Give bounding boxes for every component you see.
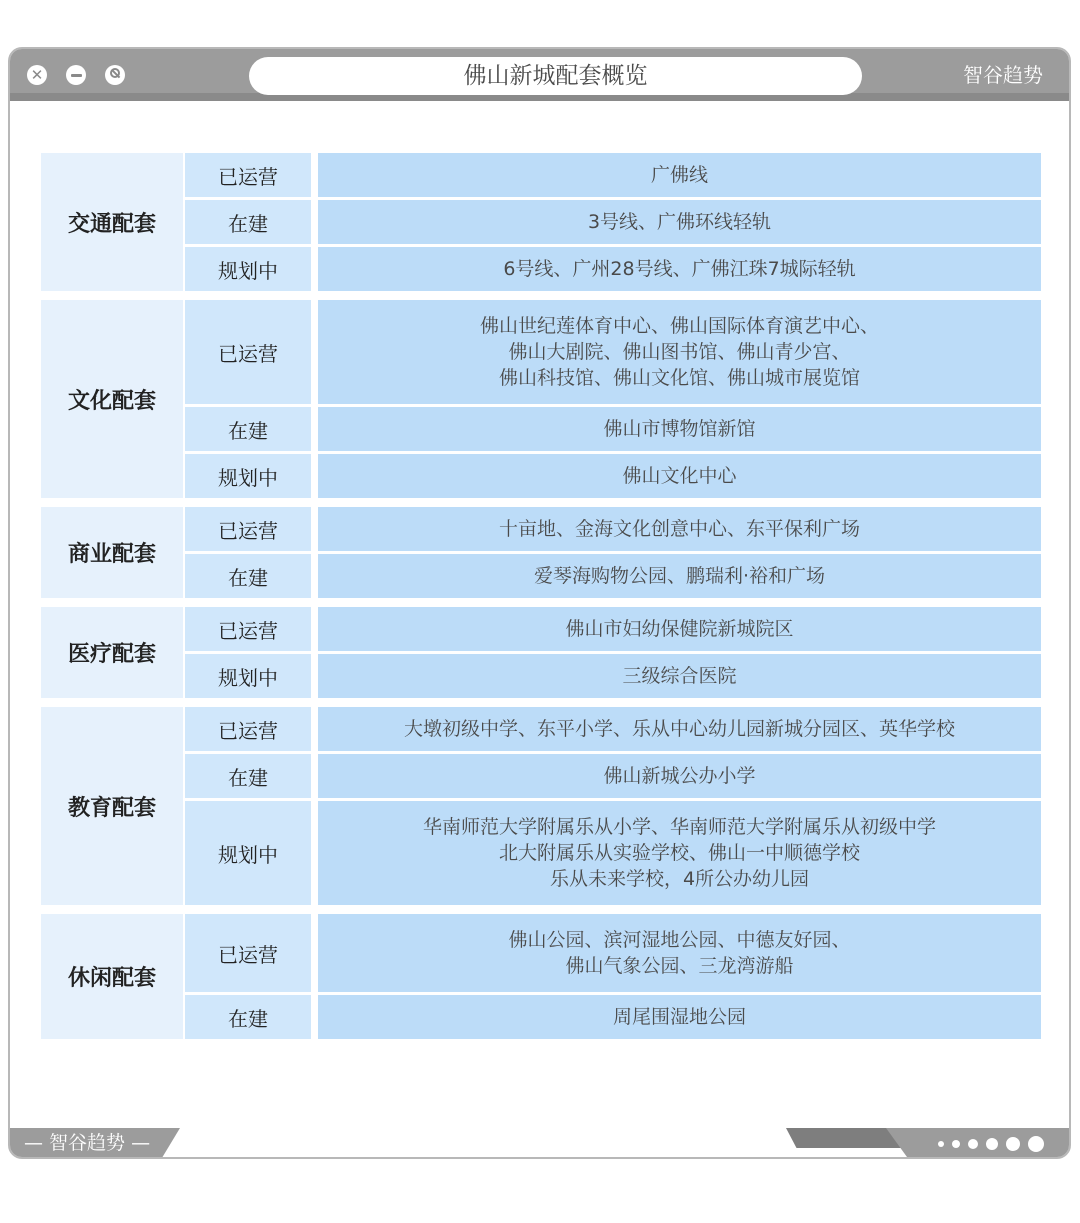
table-row: [41, 507, 1041, 551]
status-cell: 规划中: [185, 801, 311, 905]
content-cell: [318, 654, 1041, 698]
status-cell: 在建: [185, 754, 311, 798]
status-cell: 规划中: [185, 247, 311, 291]
content-cell: [318, 507, 1041, 551]
status-cell: 已运营: [185, 507, 311, 551]
category-group: [41, 607, 1041, 698]
table-row: [41, 801, 1041, 905]
content-line: 华南师范大学附属乐从小学、华南师范大学附属乐从初级中学: [422, 816, 936, 838]
category-group: [41, 914, 1041, 1039]
content-cell: [318, 707, 1041, 751]
table-row: [41, 654, 1041, 698]
close-icon[interactable]: ✕: [27, 65, 47, 85]
category-group: [41, 707, 1041, 905]
content-line: 佛山文化中心: [622, 465, 737, 487]
table-row: [41, 454, 1041, 498]
content-line: 周尾围湿地公园: [612, 1006, 746, 1028]
table-row: [41, 247, 1041, 291]
category-label: 医疗配套: [41, 607, 183, 698]
content-cell: [318, 554, 1041, 598]
status-cell: 已运营: [185, 914, 311, 992]
status-cell: 在建: [185, 995, 311, 1039]
content-line: 佛山市妇幼保健院新城院区: [565, 618, 794, 640]
status-cell: 已运营: [185, 607, 311, 651]
category-label: 休闲配套: [41, 914, 183, 1039]
content-cell: [318, 914, 1041, 992]
pager-dot: [968, 1139, 978, 1149]
table-row: [41, 200, 1041, 244]
app-window: [8, 47, 1071, 1159]
status-cell: 规划中: [185, 454, 311, 498]
brand-logo-top: 智谷趋势: [963, 63, 1043, 87]
content-cell: [318, 153, 1041, 197]
content-line: 佛山气象公园、三龙湾游船: [565, 955, 794, 977]
window-footer: [10, 1128, 1069, 1159]
category-label: 交通配套: [41, 153, 183, 291]
content-line: 3号线、广佛环线轻轨: [587, 211, 772, 233]
content-line: 6号线、广州28号线、广佛江珠7城际轻轨: [503, 258, 856, 280]
footer-dots-tab: [886, 1128, 1071, 1159]
content-line: 佛山世纪莲体育中心、佛山国际体育演艺中心、: [479, 315, 879, 337]
content-line: 三级综合医院: [622, 665, 737, 687]
pager-dot: [1006, 1137, 1020, 1151]
content-cell: [318, 995, 1041, 1039]
footer-brand-label: — 智谷趋势 —: [24, 1132, 151, 1154]
table-row: [41, 995, 1041, 1039]
content-line: 佛山科技馆、佛山文化馆、佛山城市展览馆: [498, 367, 860, 389]
block-icon[interactable]: [105, 65, 125, 85]
minimize-icon[interactable]: [66, 65, 86, 85]
table-row: [41, 300, 1041, 404]
category-group: [41, 153, 1041, 291]
status-cell: 在建: [185, 554, 311, 598]
pager-dot: [1028, 1136, 1044, 1152]
content-line: 佛山大剧院、佛山图书馆、佛山青少宫、: [508, 341, 851, 363]
status-cell: 已运营: [185, 707, 311, 751]
content-cell: [318, 754, 1041, 798]
status-cell: 在建: [185, 407, 311, 451]
content-cell: [318, 607, 1041, 651]
status-cell: 在建: [185, 200, 311, 244]
table-row: [41, 407, 1041, 451]
pager-dot: [938, 1141, 944, 1147]
category-group: [41, 300, 1041, 498]
category-group: [41, 507, 1041, 598]
status-cell: 已运营: [185, 153, 311, 197]
table-row: [41, 554, 1041, 598]
content-line: 北大附属乐从实验学校、佛山一中顺德学校: [498, 842, 860, 864]
category-label: 商业配套: [41, 507, 183, 598]
table-row: [41, 607, 1041, 651]
content-line: 佛山新城公办小学: [603, 765, 756, 787]
pager-dot: [952, 1140, 960, 1148]
title-bar: [10, 49, 1069, 101]
content-cell: [318, 200, 1041, 244]
table-row: [41, 153, 1041, 197]
content-line: 佛山公园、滨河湿地公园、中德友好园、: [508, 929, 851, 951]
content-cell: [318, 454, 1041, 498]
status-cell: 已运营: [185, 300, 311, 404]
category-label: 文化配套: [41, 300, 183, 498]
table-row: [41, 707, 1041, 751]
content-line: 佛山市博物馆新馆: [603, 418, 756, 440]
pager-dot: [986, 1138, 998, 1150]
content-cell: [318, 300, 1041, 404]
table-row: [41, 754, 1041, 798]
content-line: 广佛线: [650, 164, 708, 186]
category-label: 教育配套: [41, 707, 183, 905]
window-title: 佛山新城配套概览: [249, 57, 862, 95]
content-cell: [318, 801, 1041, 905]
content-line: 十亩地、金海文化创意中心、东平保利广场: [498, 518, 860, 540]
content-cell: [318, 247, 1041, 291]
content-line: 乐从未来学校，4所公办幼儿园: [549, 868, 810, 890]
content-line: 大墩初级中学、东平小学、乐从中心幼儿园新城分园区、英华学校: [403, 718, 955, 740]
content-cell: [318, 407, 1041, 451]
status-cell: 规划中: [185, 654, 311, 698]
content-line: 爱琴海购物公园、鹏瑞利·裕和广场: [533, 565, 826, 587]
table-row: [41, 914, 1041, 992]
